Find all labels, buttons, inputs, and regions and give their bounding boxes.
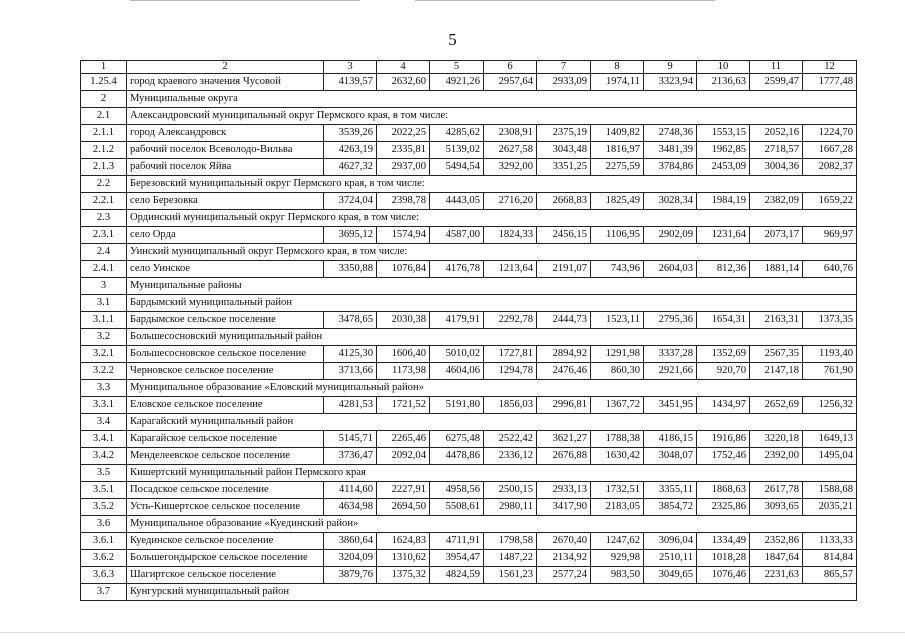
section-title-cell: Кунгурский муниципальный район — [127, 584, 857, 601]
value-cell: 3096,04 — [644, 533, 697, 550]
settlement-name-cell: рабочий поселок Всеволодо-Вильва — [127, 142, 324, 159]
value-cell: 3093,65 — [750, 499, 803, 516]
value-cell: 2716,20 — [484, 193, 537, 210]
value-cell: 2147,18 — [750, 363, 803, 380]
value-cell: 2668,83 — [537, 193, 591, 210]
column-number-cell: 11 — [750, 61, 803, 74]
value-cell: 3539,26 — [324, 125, 377, 142]
value-cell: 1727,81 — [484, 346, 537, 363]
value-cell: 2933,09 — [537, 74, 591, 91]
value-cell: 1721,52 — [377, 397, 430, 414]
column-number-cell: 6 — [484, 61, 537, 74]
table-row — [81, 499, 857, 516]
value-cell: 1798,58 — [484, 533, 537, 550]
value-cell: 5010,02 — [430, 346, 484, 363]
column-number-cell: 4 — [377, 61, 430, 74]
table-row — [81, 159, 857, 176]
value-cell: 2500,15 — [484, 482, 537, 499]
row-code-cell: 3.7 — [81, 584, 127, 601]
value-cell: 3621,27 — [537, 431, 591, 448]
section-title-cell: Березовский муниципальный округ Пермского края, в том числе: — [127, 176, 857, 193]
value-cell: 1334,49 — [697, 533, 750, 550]
value-cell: 2275,59 — [591, 159, 644, 176]
value-cell: 4176,78 — [430, 261, 484, 278]
row-code-cell: 3 — [81, 278, 127, 295]
row-code-cell: 3.4 — [81, 414, 127, 431]
value-cell: 3220,18 — [750, 431, 803, 448]
value-cell: 1916,86 — [697, 431, 750, 448]
value-cell: 2073,17 — [750, 227, 803, 244]
value-cell: 1847,64 — [750, 550, 803, 567]
value-cell: 2265,46 — [377, 431, 430, 448]
value-cell: 2183,05 — [591, 499, 644, 516]
value-cell: 2335,81 — [377, 142, 430, 159]
value-cell: 2292,78 — [484, 312, 537, 329]
value-cell: 2082,37 — [803, 159, 857, 176]
row-code-cell: 2.1.3 — [81, 159, 127, 176]
value-cell: 2632,60 — [377, 74, 430, 91]
settlement-name-cell: Шагиртское сельское поселение — [127, 567, 324, 584]
value-cell: 2510,11 — [644, 550, 697, 567]
value-cell: 1193,40 — [803, 346, 857, 363]
value-cell: 3292,00 — [484, 159, 537, 176]
value-cell: 2567,35 — [750, 346, 803, 363]
value-cell: 3724,04 — [324, 193, 377, 210]
table-row — [81, 533, 857, 550]
settlement-name-cell: Большесосновское сельское поселение — [127, 346, 324, 363]
settlement-name-cell: Куединское сельское поселение — [127, 533, 324, 550]
settlement-name-cell: Усть-Кишертское сельское поселение — [127, 499, 324, 516]
value-cell: 1606,40 — [377, 346, 430, 363]
row-code-cell: 3.5.1 — [81, 482, 127, 499]
settlement-name-cell: Посадское сельское поселение — [127, 482, 324, 499]
row-code-cell: 3.3 — [81, 380, 127, 397]
row-code-cell: 3.2 — [81, 329, 127, 346]
value-cell: 1310,62 — [377, 550, 430, 567]
value-cell: 4186,15 — [644, 431, 697, 448]
value-cell: 2392,00 — [750, 448, 803, 465]
row-code-cell: 3.1.1 — [81, 312, 127, 329]
value-cell: 4587,00 — [430, 227, 484, 244]
row-code-cell: 2.3.1 — [81, 227, 127, 244]
value-cell: 983,50 — [591, 567, 644, 584]
value-cell: 2996,81 — [537, 397, 591, 414]
value-cell: 1291,98 — [591, 346, 644, 363]
page-number: 5 — [448, 30, 457, 49]
column-number-row — [81, 61, 857, 74]
value-cell: 2035,21 — [803, 499, 857, 516]
value-cell: 865,57 — [803, 567, 857, 584]
value-cell: 1018,28 — [697, 550, 750, 567]
table-row — [81, 193, 857, 210]
value-cell: 2227,91 — [377, 482, 430, 499]
top-edge-rule — [130, 0, 360, 1]
section-title-cell: Карагайский муниципальный район — [127, 414, 857, 431]
row-code-cell: 2.1.2 — [81, 142, 127, 159]
value-cell: 1630,42 — [591, 448, 644, 465]
value-cell: 1732,51 — [591, 482, 644, 499]
value-cell: 3323,94 — [644, 74, 697, 91]
value-cell: 3695,12 — [324, 227, 377, 244]
table-row — [81, 125, 857, 142]
value-cell: 1373,35 — [803, 312, 857, 329]
table-row — [81, 346, 857, 363]
row-code-cell: 3.5.2 — [81, 499, 127, 516]
value-cell: 3860,64 — [324, 533, 377, 550]
value-cell: 1962,85 — [697, 142, 750, 159]
value-cell: 2604,03 — [644, 261, 697, 278]
value-cell: 1409,82 — [591, 125, 644, 142]
value-cell: 743,96 — [591, 261, 644, 278]
column-number-cell: 2 — [127, 61, 324, 74]
value-cell: 2795,36 — [644, 312, 697, 329]
value-cell: 2748,36 — [644, 125, 697, 142]
section-title-cell: Ординский муниципальный округ Пермского края, в том числе: — [127, 210, 857, 227]
column-number-cell: 7 — [537, 61, 591, 74]
column-number-cell: 3 — [324, 61, 377, 74]
section-row — [81, 516, 857, 533]
value-cell: 1106,95 — [591, 227, 644, 244]
value-cell: 2136,63 — [697, 74, 750, 91]
value-cell: 4281,53 — [324, 397, 377, 414]
value-cell: 3004,36 — [750, 159, 803, 176]
settlement-name-cell: рабочий поселок Яйва — [127, 159, 324, 176]
value-cell: 4443,05 — [430, 193, 484, 210]
value-cell: 812,36 — [697, 261, 750, 278]
value-cell: 1588,68 — [803, 482, 857, 499]
value-cell: 3043,48 — [537, 142, 591, 159]
row-code-cell: 2.4.1 — [81, 261, 127, 278]
row-code-cell: 3.6.1 — [81, 533, 127, 550]
value-cell: 3028,34 — [644, 193, 697, 210]
section-title-cell: Муниципальное образование «Еловский муниципальный район» — [127, 380, 857, 397]
value-cell: 2231,63 — [750, 567, 803, 584]
value-cell: 3351,25 — [537, 159, 591, 176]
value-cell: 1495,04 — [803, 448, 857, 465]
value-cell: 2694,50 — [377, 499, 430, 516]
value-cell: 860,30 — [591, 363, 644, 380]
table-row — [81, 431, 857, 448]
value-cell: 4179,91 — [430, 312, 484, 329]
value-cell: 1173,98 — [377, 363, 430, 380]
value-cell: 3736,47 — [324, 448, 377, 465]
value-cell: 2398,78 — [377, 193, 430, 210]
section-row — [81, 584, 857, 601]
value-cell: 1974,11 — [591, 74, 644, 91]
tariff-table — [80, 60, 857, 601]
settlement-name-cell: Карагайское сельское поселение — [127, 431, 324, 448]
row-code-cell: 3.4.2 — [81, 448, 127, 465]
value-cell: 4263,19 — [324, 142, 377, 159]
value-cell: 1574,94 — [377, 227, 430, 244]
value-cell: 1247,62 — [591, 533, 644, 550]
section-title-cell: Муниципальные округа — [127, 91, 857, 108]
value-cell: 2022,25 — [377, 125, 430, 142]
value-cell: 1816,97 — [591, 142, 644, 159]
value-cell: 2652,69 — [750, 397, 803, 414]
value-cell: 2375,19 — [537, 125, 591, 142]
top-edge-rule — [415, 0, 715, 1]
value-cell: 4114,60 — [324, 482, 377, 499]
value-cell: 2937,00 — [377, 159, 430, 176]
section-row — [81, 244, 857, 261]
value-cell: 640,76 — [803, 261, 857, 278]
value-cell: 2522,42 — [484, 431, 537, 448]
row-code-cell: 2.4 — [81, 244, 127, 261]
value-cell: 2933,13 — [537, 482, 591, 499]
value-cell: 4125,30 — [324, 346, 377, 363]
row-code-cell: 2.2.1 — [81, 193, 127, 210]
value-cell: 3784,86 — [644, 159, 697, 176]
value-cell: 2670,40 — [537, 533, 591, 550]
table-row — [81, 550, 857, 567]
value-cell: 5494,54 — [430, 159, 484, 176]
value-cell: 2030,38 — [377, 312, 430, 329]
value-cell: 2336,12 — [484, 448, 537, 465]
value-cell: 1375,32 — [377, 567, 430, 584]
column-number-cell: 12 — [803, 61, 857, 74]
settlement-name-cell: Бардымское сельское поселение — [127, 312, 324, 329]
settlement-name-cell: село Уинское — [127, 261, 324, 278]
value-cell: 1868,63 — [697, 482, 750, 499]
row-code-cell: 3.6 — [81, 516, 127, 533]
value-cell: 2134,92 — [537, 550, 591, 567]
value-cell: 2894,92 — [537, 346, 591, 363]
value-cell: 929,98 — [591, 550, 644, 567]
row-code-cell: 3.6.2 — [81, 550, 127, 567]
value-cell: 920,70 — [697, 363, 750, 380]
value-cell: 1434,97 — [697, 397, 750, 414]
row-code-cell: 2 — [81, 91, 127, 108]
value-cell: 969,97 — [803, 227, 857, 244]
settlement-name-cell: город краевого значения Чусовой — [127, 74, 324, 91]
value-cell: 3417,90 — [537, 499, 591, 516]
section-title-cell: Уинский муниципальный округ Пермского края, в том числе: — [127, 244, 857, 261]
value-cell: 1076,84 — [377, 261, 430, 278]
value-cell: 2902,09 — [644, 227, 697, 244]
value-cell: 4627,32 — [324, 159, 377, 176]
value-cell: 1667,28 — [803, 142, 857, 159]
value-cell: 4711,91 — [430, 533, 484, 550]
value-cell: 2191,07 — [537, 261, 591, 278]
section-title-cell: Муниципальное образование «Куединский район» — [127, 516, 857, 533]
value-cell: 2980,11 — [484, 499, 537, 516]
value-cell: 3481,39 — [644, 142, 697, 159]
value-cell: 3954,47 — [430, 550, 484, 567]
value-cell: 1523,11 — [591, 312, 644, 329]
row-code-cell: 3.4.1 — [81, 431, 127, 448]
value-cell: 4478,86 — [430, 448, 484, 465]
value-cell: 2718,57 — [750, 142, 803, 159]
value-cell: 1649,13 — [803, 431, 857, 448]
value-cell: 1825,49 — [591, 193, 644, 210]
value-cell: 1624,83 — [377, 533, 430, 550]
table-row — [81, 227, 857, 244]
section-title-cell: Муниципальные районы — [127, 278, 857, 295]
value-cell: 3879,76 — [324, 567, 377, 584]
value-cell: 1856,03 — [484, 397, 537, 414]
value-cell: 1984,19 — [697, 193, 750, 210]
value-cell: 2617,78 — [750, 482, 803, 499]
section-row — [81, 295, 857, 312]
column-number-cell: 8 — [591, 61, 644, 74]
row-code-cell: 2.1.1 — [81, 125, 127, 142]
value-cell: 4921,26 — [430, 74, 484, 91]
value-cell: 2163,31 — [750, 312, 803, 329]
value-cell: 2921,66 — [644, 363, 697, 380]
value-cell: 2476,46 — [537, 363, 591, 380]
value-cell: 2325,86 — [697, 499, 750, 516]
section-title-cell: Кишертский муниципальный район Пермского края — [127, 465, 857, 482]
settlement-name-cell: город Александровск — [127, 125, 324, 142]
column-number-cell: 9 — [644, 61, 697, 74]
section-row — [81, 380, 857, 397]
settlement-name-cell: Еловское сельское поселение — [127, 397, 324, 414]
row-code-cell: 3.2.1 — [81, 346, 127, 363]
section-row — [81, 329, 857, 346]
section-row — [81, 210, 857, 227]
value-cell: 6275,48 — [430, 431, 484, 448]
row-code-cell: 3.1 — [81, 295, 127, 312]
value-cell: 3854,72 — [644, 499, 697, 516]
value-cell: 2308,91 — [484, 125, 537, 142]
row-code-cell: 3.3.1 — [81, 397, 127, 414]
table-row — [81, 74, 857, 91]
value-cell: 1788,38 — [591, 431, 644, 448]
row-code-cell: 2.3 — [81, 210, 127, 227]
value-cell: 1752,46 — [697, 448, 750, 465]
value-cell: 2627,58 — [484, 142, 537, 159]
value-cell: 4634,98 — [324, 499, 377, 516]
value-cell: 1553,15 — [697, 125, 750, 142]
table-row — [81, 397, 857, 414]
value-cell: 1659,22 — [803, 193, 857, 210]
value-cell: 1133,33 — [803, 533, 857, 550]
value-cell: 5145,71 — [324, 431, 377, 448]
value-cell: 3355,11 — [644, 482, 697, 499]
value-cell: 1294,78 — [484, 363, 537, 380]
value-cell: 1224,70 — [803, 125, 857, 142]
table-row — [81, 363, 857, 380]
value-cell: 3350,88 — [324, 261, 377, 278]
value-cell: 1352,69 — [697, 346, 750, 363]
value-cell: 4604,06 — [430, 363, 484, 380]
row-code-cell: 3.5 — [81, 465, 127, 482]
value-cell: 814,84 — [803, 550, 857, 567]
row-code-cell: 2.1 — [81, 108, 127, 125]
value-cell: 4139,57 — [324, 74, 377, 91]
row-code-cell: 3.2.2 — [81, 363, 127, 380]
value-cell: 5191,80 — [430, 397, 484, 414]
row-code-cell: 3.6.3 — [81, 567, 127, 584]
value-cell: 2352,86 — [750, 533, 803, 550]
page-bottom-edge — [0, 632, 905, 633]
section-title-cell: Александровский муниципальный округ Пермского края, в том числе: — [127, 108, 857, 125]
value-cell: 4958,56 — [430, 482, 484, 499]
table-row — [81, 261, 857, 278]
value-cell: 1367,72 — [591, 397, 644, 414]
value-cell: 4824,59 — [430, 567, 484, 584]
value-cell: 5139,02 — [430, 142, 484, 159]
section-row — [81, 278, 857, 295]
settlement-name-cell: Менделеевское сельское поселение — [127, 448, 324, 465]
value-cell: 1487,22 — [484, 550, 537, 567]
section-row — [81, 91, 857, 108]
value-cell: 1076,46 — [697, 567, 750, 584]
value-cell: 1881,14 — [750, 261, 803, 278]
section-row — [81, 465, 857, 482]
value-cell: 2577,24 — [537, 567, 591, 584]
value-cell: 1777,48 — [803, 74, 857, 91]
value-cell: 3337,28 — [644, 346, 697, 363]
value-cell: 1213,64 — [484, 261, 537, 278]
column-number-cell: 5 — [430, 61, 484, 74]
row-code-cell: 1.25.4 — [81, 74, 127, 91]
value-cell: 2957,64 — [484, 74, 537, 91]
row-code-cell: 2.2 — [81, 176, 127, 193]
value-cell: 3713,66 — [324, 363, 377, 380]
settlement-name-cell: Большегондырское сельское поселение — [127, 550, 324, 567]
value-cell: 1231,64 — [697, 227, 750, 244]
settlement-name-cell: Черновское сельское поселение — [127, 363, 324, 380]
value-cell: 3451,95 — [644, 397, 697, 414]
value-cell: 3204,09 — [324, 550, 377, 567]
value-cell: 2382,09 — [750, 193, 803, 210]
section-row — [81, 176, 857, 193]
column-number-cell: 10 — [697, 61, 750, 74]
table-row — [81, 482, 857, 499]
value-cell: 3048,07 — [644, 448, 697, 465]
value-cell: 2456,15 — [537, 227, 591, 244]
value-cell: 2676,88 — [537, 448, 591, 465]
column-number-cell: 1 — [81, 61, 127, 74]
value-cell: 2092,04 — [377, 448, 430, 465]
value-cell: 1561,23 — [484, 567, 537, 584]
table-row — [81, 567, 857, 584]
value-cell: 2453,09 — [697, 159, 750, 176]
section-title-cell: Большесосновский муниципальный район — [127, 329, 857, 346]
section-row — [81, 108, 857, 125]
table-row — [81, 142, 857, 159]
section-row — [81, 414, 857, 431]
value-cell: 3478,65 — [324, 312, 377, 329]
value-cell: 3049,65 — [644, 567, 697, 584]
value-cell: 4285,62 — [430, 125, 484, 142]
value-cell: 2052,16 — [750, 125, 803, 142]
settlement-name-cell: село Березовка — [127, 193, 324, 210]
table-row — [81, 312, 857, 329]
section-title-cell: Бардымский муниципальный район — [127, 295, 857, 312]
value-cell: 1824,33 — [484, 227, 537, 244]
value-cell: 2599,47 — [750, 74, 803, 91]
value-cell: 5508,61 — [430, 499, 484, 516]
value-cell: 761,90 — [803, 363, 857, 380]
table-row — [81, 448, 857, 465]
value-cell: 1256,32 — [803, 397, 857, 414]
value-cell: 1654,31 — [697, 312, 750, 329]
value-cell: 2444,73 — [537, 312, 591, 329]
settlement-name-cell: село Орда — [127, 227, 324, 244]
